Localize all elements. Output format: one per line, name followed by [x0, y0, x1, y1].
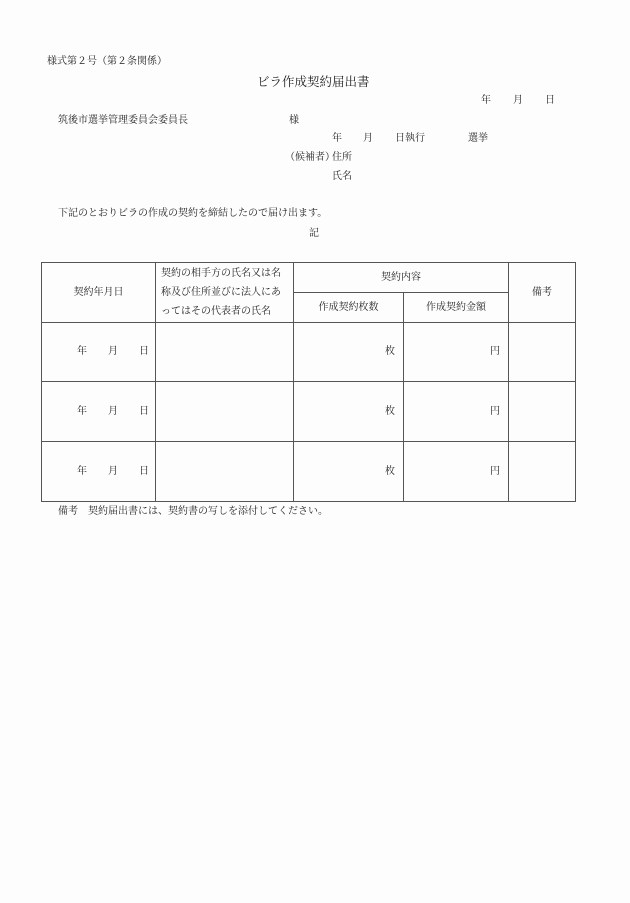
day-label: 日 [139, 346, 149, 357]
header-contract-content: 契約内容 [294, 263, 509, 293]
partner-cell[interactable] [156, 442, 294, 502]
remarks-cell[interactable] [509, 442, 576, 502]
date-year-label: 年 [481, 95, 491, 106]
statement: 下記のとおりビラの作成の契約を締結したので届け出ます。 [58, 208, 328, 219]
year-label: 年 [77, 346, 87, 357]
header-amount: 作成契約金額 [404, 293, 509, 323]
month-label: 月 [108, 465, 118, 477]
document-title: ビラ作成契約届出書 [257, 74, 370, 89]
year-label: 年 [77, 465, 87, 477]
name-label: 氏名 [332, 171, 352, 182]
partner-cell[interactable] [156, 323, 294, 382]
table-row [42, 442, 576, 502]
header-partner-line-2: 称及び住所並びに法人にあ [161, 287, 281, 298]
note [58, 507, 328, 517]
table-row [42, 382, 576, 442]
header-partner-line-1: 契約の相手方の氏名又は名 [161, 268, 281, 279]
note-text: 契約届出書には、契約書の写しを添付してください。 [88, 506, 328, 517]
header-quantity: 作成契約枚数 [294, 293, 404, 323]
date-day-label: 日 [545, 95, 555, 106]
remarks-cell[interactable] [509, 323, 576, 382]
table-row [42, 323, 576, 382]
election-year-label: 年 [332, 133, 342, 144]
note-label: 備考 [58, 506, 78, 517]
date-month-label: 月 [513, 95, 523, 106]
form-number: 様式第２号（第２条関係） [47, 56, 167, 67]
header-remarks: 備考 [509, 263, 576, 323]
contract-table [41, 262, 576, 502]
header-partner-line-3: ってはその代表者の氏名 [161, 306, 271, 317]
remarks-cell[interactable] [509, 382, 576, 442]
honorific: 様 [289, 115, 299, 126]
election-month-label: 月 [363, 133, 373, 144]
month-label: 月 [108, 346, 118, 357]
contract-date-cell[interactable] [42, 442, 156, 502]
header-partner [156, 263, 294, 323]
day-label: 日 [139, 405, 149, 417]
election-label: 選挙 [468, 133, 488, 144]
year-label: 年 [77, 405, 87, 417]
table-header-row-1 [42, 263, 576, 293]
month-label: 月 [108, 405, 118, 417]
partner-cell[interactable] [156, 382, 294, 442]
amount-cell[interactable]: 円 [404, 323, 509, 382]
quantity-cell[interactable]: 枚 [294, 323, 404, 382]
amount-cell[interactable]: 円 [404, 382, 509, 442]
quantity-cell[interactable]: 枚 [294, 442, 404, 502]
election-day-exec-label: 日執行 [395, 133, 425, 144]
ki-label: 記 [309, 228, 319, 239]
quantity-cell[interactable]: 枚 [294, 382, 404, 442]
amount-cell[interactable]: 円 [404, 442, 509, 502]
day-label: 日 [139, 465, 149, 477]
candidate-label: （候補者） [285, 152, 335, 163]
addressee: 筑後市選挙管理委員会委員長 [58, 115, 188, 126]
contract-date-cell[interactable] [42, 382, 156, 442]
contract-date-cell[interactable] [42, 323, 156, 382]
header-contract-date: 契約年月日 [42, 263, 156, 323]
address-label: 住所 [332, 152, 352, 163]
